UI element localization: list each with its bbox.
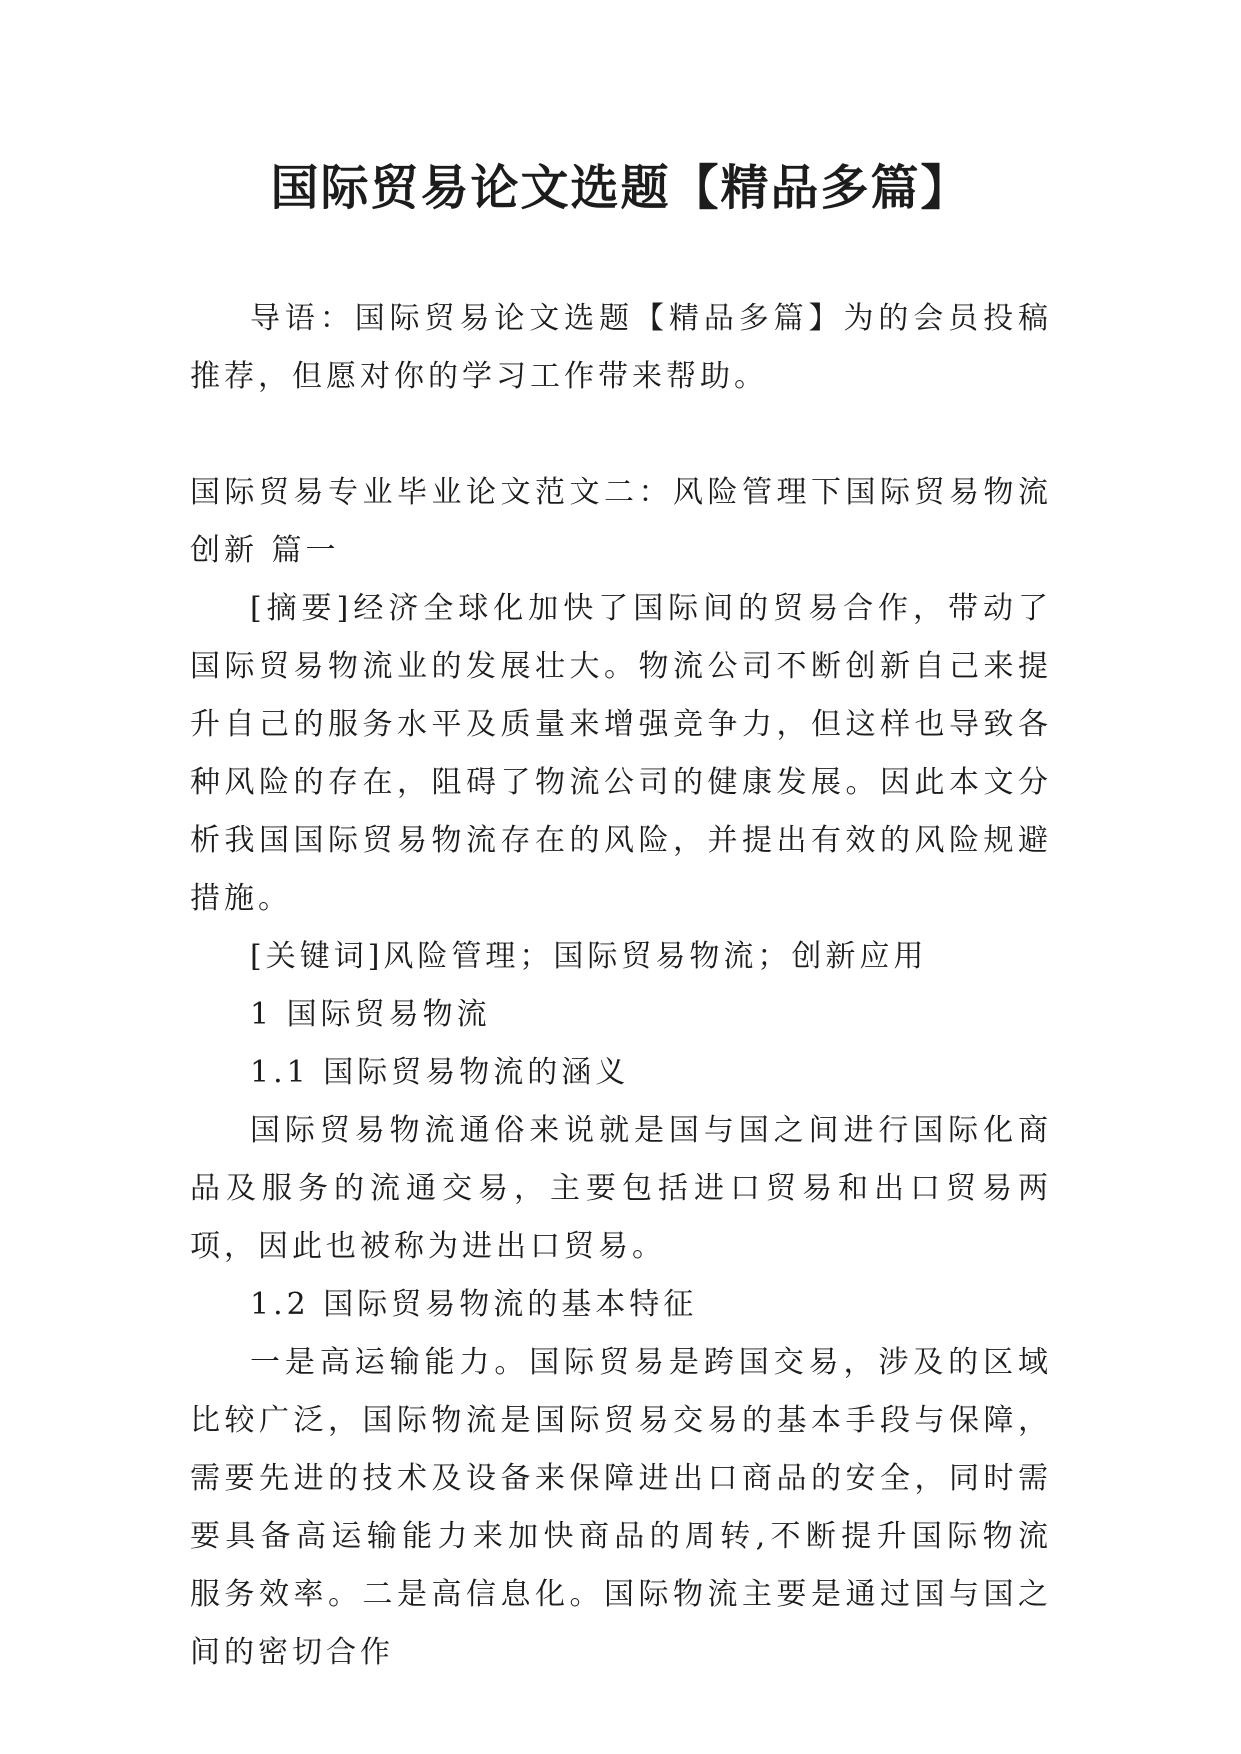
heading-1: 1 国际贸易物流 (250, 997, 491, 1032)
features-paragraph: 一是高运输能力。国际贸易是跨国交易，涉及的区域比较广泛，国际物流是国际贸易交易的基本手段与保障，需要先进的技术及设备来保障进出口商品的安全，同时需要具备高运输能力来加快商品的周转,不断提升国际物流服务效率。二是高信息化。国际物流主要是通过国与国之间的密切合作 (190, 1345, 1052, 1670)
keywords-paragraph: [关键词]风险管理；国际贸易物流；创新应用 (250, 939, 928, 974)
definition-paragraph: 国际贸易物流通俗来说就是国与国之间进行国际化商品及服务的流通交易，主要包括进口贸易和出口贸易两项，因此也被称为进出口贸易。 (190, 1113, 1052, 1264)
document-title: 国际贸易论文选题【精品多篇】 (270, 160, 971, 216)
heading-1-1: 1.1 国际贸易物流的涵义 (250, 1055, 630, 1090)
heading-1-2: 1.2 国际贸易物流的基本特征 (250, 1287, 698, 1322)
abstract-paragraph: [摘要]经济全球化加快了国际间的贸易合作，带动了国际贸易物流业的发展壮大。物流公司不断创新自己来提升自己的服务水平及质量来增强竞争力，但这样也导致各种风险的存在，阻碍了物流公司的健康发展。因此本文分析我国国际贸易物流存在的风险，并提出有效的风险规避措施。 (190, 591, 1052, 916)
document-body (190, 290, 1052, 1682)
section-heading: 国际贸易专业毕业论文范文二：风险管理下国际贸易物流创新 篇一 (190, 475, 1052, 568)
intro-paragraph: 导语：国际贸易论文选题【精品多篇】为的会员投稿推荐，但愿对你的学习工作带来帮助。 (190, 301, 1052, 394)
